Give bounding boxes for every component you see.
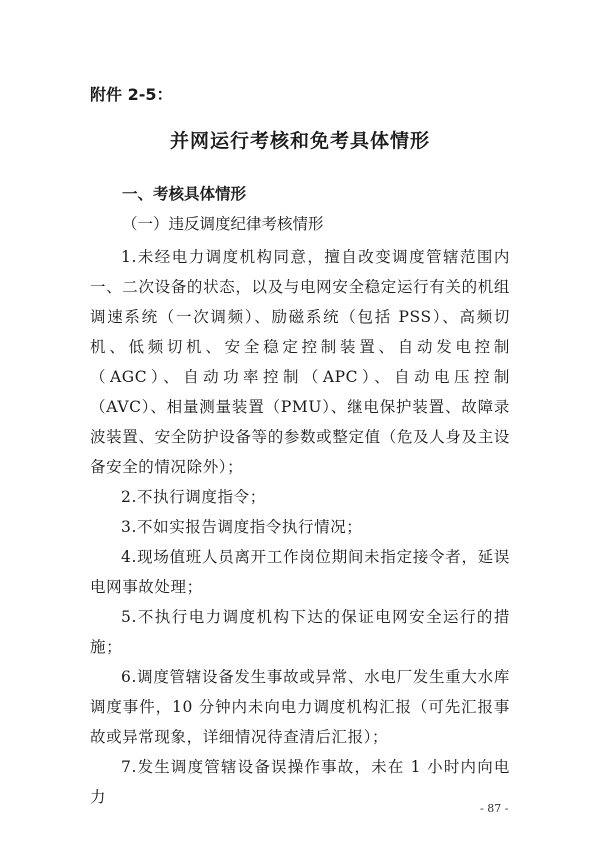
paragraph-4: 4.现场值班人员离开工作岗位期间未指定接令者，延误电网事故处理； [90, 548, 510, 596]
paragraph-6: 6.调度管辖设备发生事故或异常、水电厂发生重大水库调度事件，10 分钟内未向电力调度机构汇报（可先汇报事故或异常现象，详细情况待查清后汇报）； [90, 668, 510, 746]
body-text [90, 242, 510, 812]
attachment-label: 附件 2-5： [90, 85, 173, 104]
paragraph-3: 3.不如实报告调度指令执行情况； [121, 518, 363, 536]
subsection-heading: （一）违反调度纪律考核情形 [122, 215, 324, 233]
paragraph-1: 1.未经电力调度机构同意，擅自改变调度管辖范围内一、二次设备的状态，以及与电网安全稳定运行有关的机组调速系统（一次调频）、励磁系统（包括 PSS）、高频切机、低频切机、安全稳定控制装置、自动发电控制（AGC）、自动功率控制（APC）、自动电压控制（AVC）、相量测量装置（PMU）、继电保护装置、故障录波装置、安全防护设备等的参数或整定值（危及人身及主设备安全的情况除外）； [90, 248, 510, 476]
page-number: - 87 - [480, 802, 509, 815]
paragraph-2: 2.不执行调度指令； [121, 488, 266, 506]
section-heading: 一、考核具体情形 [122, 185, 247, 203]
page-title: 并网运行考核和免考具体情形 [169, 130, 430, 152]
paragraph-5: 5.不执行电力调度机构下达的保证电网安全运行的措施； [90, 608, 510, 656]
paragraph-7: 7.发生调度管辖设备误操作事故，未在 1 小时内向电力 [90, 758, 510, 806]
